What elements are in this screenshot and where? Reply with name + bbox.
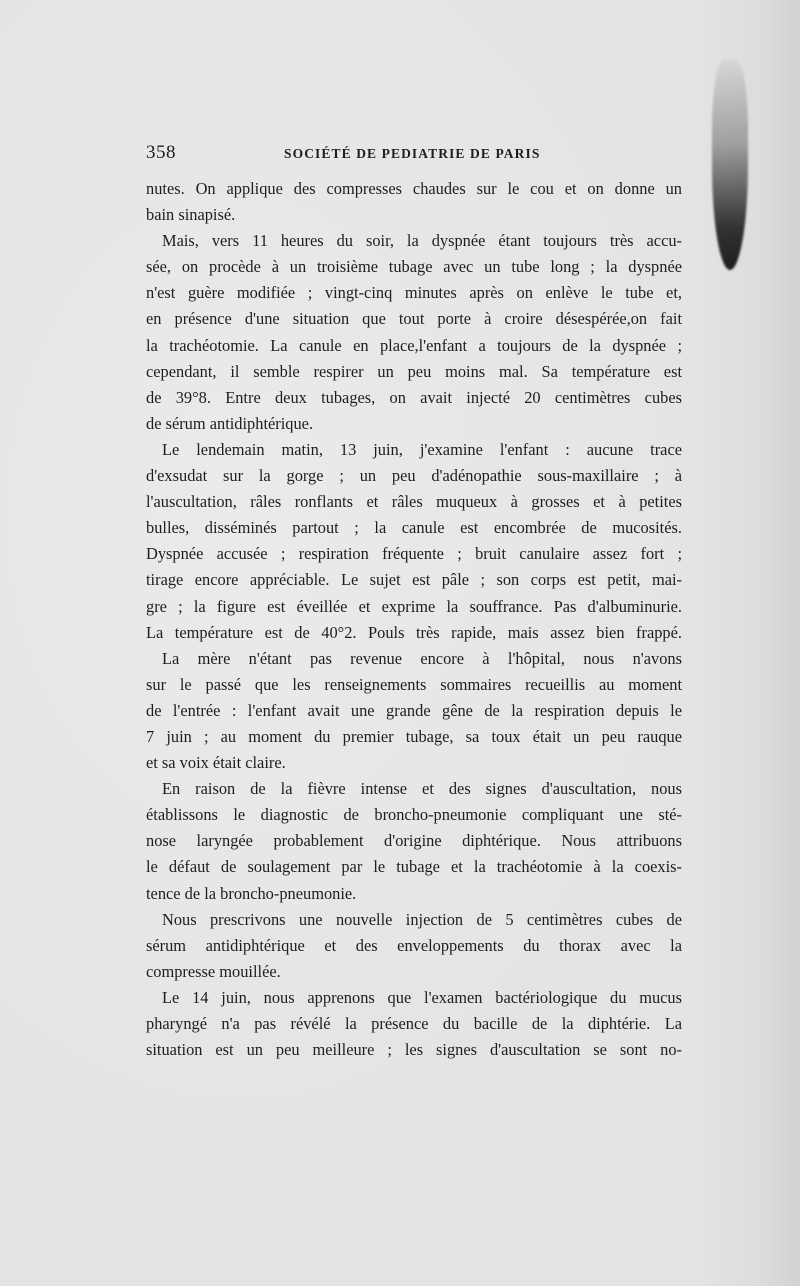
- text-line: le défaut de soulagement par le tubage et la trachéotomie à la coexis-: [146, 857, 682, 877]
- text-line: de l'entrée : l'enfant avait une grande gêne de la respiration depuis le: [146, 700, 682, 720]
- text-line: en présence d'une situation que tout porte à croire désespérée,on fait: [146, 309, 682, 329]
- text-line: Mais, vers 11 heures du soir, la dyspnée étant toujours très accu-: [162, 231, 682, 251]
- page-number: 358: [146, 142, 176, 163]
- text-line: et sa voix était claire.: [146, 753, 286, 773]
- text-line: établissons le diagnostic de broncho-pneumonie compliquant une sté-: [146, 805, 682, 825]
- text-line: En raison de la fièvre intense et des signes d'auscultation, nous: [162, 779, 682, 799]
- text-line: La température est de 40°2. Pouls très rapide, mais assez bien frappé.: [146, 622, 682, 642]
- text-line: de 39°8. Entre deux tubages, on avait injecté 20 centimètres cubes: [146, 387, 682, 407]
- text-line: gre ; la figure est éveillée et exprime la souffrance. Pas d'albuminurie.: [146, 596, 682, 616]
- text-line: sur le passé que les renseignements sommaires recueillis au moment: [146, 674, 682, 694]
- binding-mark: [712, 60, 748, 270]
- text-line: bulles, disséminés partout ; la canule est encombrée de mucosités.: [146, 518, 682, 538]
- text-line: tence de la broncho-pneumonie.: [146, 883, 357, 903]
- text-line: La mère n'étant pas revenue encore à l'hôpital, nous n'avons: [162, 648, 682, 668]
- page-header: [146, 142, 682, 168]
- text-line: sée, on procède à un troisième tubage avec un tube long ; la dyspnée: [146, 257, 682, 277]
- text-line: d'exsudat sur la gorge ; un peu d'adénopathie sous-maxillaire ; à: [146, 466, 682, 486]
- text-line: Le lendemain matin, 13 juin, j'examine l'enfant : aucune trace: [162, 439, 682, 459]
- text-line: nutes. On applique des compresses chaudes sur le cou et on donne un: [146, 179, 682, 198]
- text-line: sérum antidiphtérique et des enveloppements du thorax avec la: [146, 935, 682, 955]
- text-line: cependant, il semble respirer un peu moins mal. Sa température est: [146, 361, 682, 381]
- text-line: compresse mouillée.: [146, 961, 281, 981]
- text-line: nose laryngée probablement d'origine diphtérique. Nous attribuons: [146, 831, 682, 851]
- text-line: situation est un peu meilleure ; les signes d'auscultation se sont no-: [146, 1040, 682, 1060]
- text-line: de sérum antidiphtérique.: [146, 413, 314, 433]
- running-title: SOCIÉTÉ DE PEDIATRIE DE PARIS: [284, 146, 541, 161]
- body-text: [146, 176, 682, 1063]
- text-line: Dyspnée accusée ; respiration fréquente ; bruit canulaire assez fort ;: [146, 544, 682, 564]
- text-line: l'auscultation, râles ronflants et râles muqueux à grosses et à petites: [146, 492, 682, 512]
- text-line: bain sinapisé.: [146, 205, 236, 225]
- text-line: pharyngé n'a pas révélé la présence du bacille de la diphtérie. La: [146, 1014, 682, 1033]
- text-line: n'est guère modifiée ; vingt-cinq minutes après on enlève le tube et,: [146, 283, 682, 303]
- text-line: Nous prescrivons une nouvelle injection de 5 centimètres cubes de: [162, 909, 682, 929]
- text-line: Le 14 juin, nous apprenons que l'examen bactériologique du mucus: [162, 987, 682, 1007]
- text-line: tirage encore appréciable. Le sujet est pâle ; son corps est petit, mai-: [146, 570, 682, 590]
- text-line: 7 juin ; au moment du premier tubage, sa toux était un peu rauque: [146, 726, 682, 746]
- text-line: la trachéotomie. La canule en place,l'enfant a toujours de la dyspnée ;: [146, 335, 682, 355]
